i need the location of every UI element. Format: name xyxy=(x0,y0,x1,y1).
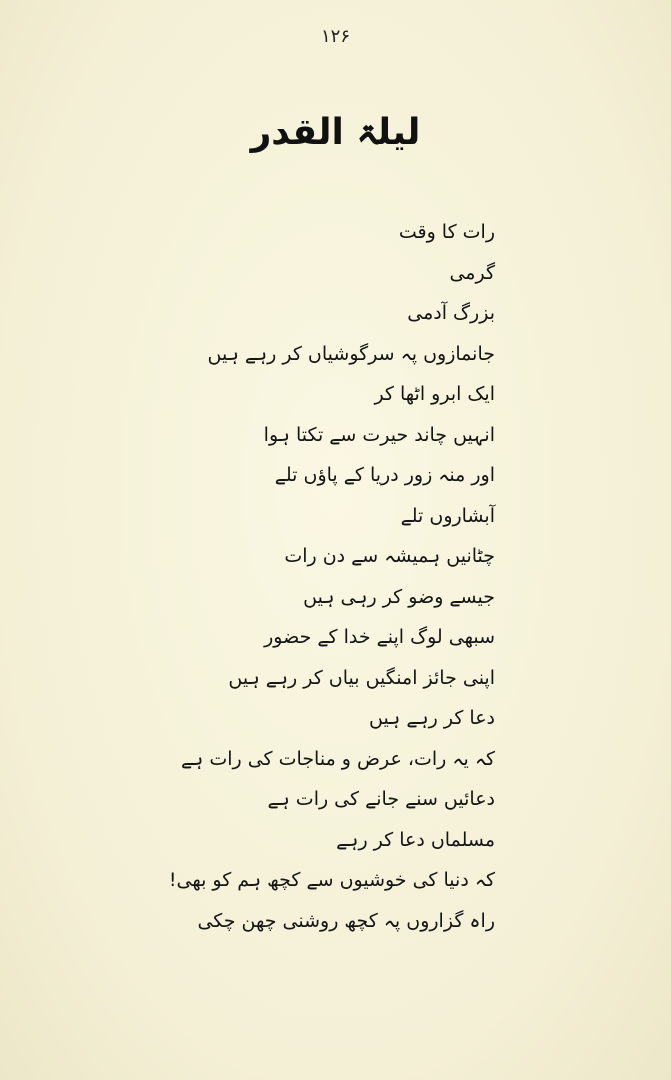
poem-line: اور منہ زور دریا کے پاؤں تلے xyxy=(274,464,495,486)
poem-line: راہ گزاروں پہ کچھ روشنی چھن چکی xyxy=(197,909,495,932)
page-number: ۱۲۶ xyxy=(320,26,350,47)
poem-line: کہ یہ رات، عرض و مناجات کی رات ہے xyxy=(181,747,495,770)
poem-line: گرمی xyxy=(449,261,495,284)
poem-title: لیلۃ القدر xyxy=(250,112,421,153)
poem-line: چٹانیں ہمیشہ سے دن رات xyxy=(284,545,495,567)
poem-line: دعائیں سنے جانے کی رات ہے xyxy=(267,788,495,810)
poem-line: مسلماں دعا کر رہے xyxy=(336,828,495,851)
poem-line: دعا کر رہے ہیں xyxy=(368,707,495,729)
poem-line: جانمازوں پہ سرگوشیاں کر رہے ہیں xyxy=(207,342,495,365)
poem-line: ایک ابرو اٹھا کر xyxy=(374,383,495,405)
poem-body xyxy=(95,212,495,941)
poem-line: جیسے وضو کر رہی ہیں xyxy=(303,585,495,608)
poem-line: سبھی لوگ اپنے خدا کے حضور xyxy=(264,626,495,648)
poem-line: آبشاروں تلے xyxy=(400,504,495,527)
poem-line: انہیں چاند حیرت سے تکتا ہوا xyxy=(263,423,495,446)
poem-line: بزرگ آدمی xyxy=(407,302,495,324)
poem-line: کہ دنیا کی خوشیوں سے کچھ ہم کو بھی! xyxy=(168,869,495,891)
poem-line: اپنی جائز امنگیں بیاں کر رہے ہیں xyxy=(228,666,495,689)
poem-line: رات کا وقت xyxy=(398,221,495,243)
